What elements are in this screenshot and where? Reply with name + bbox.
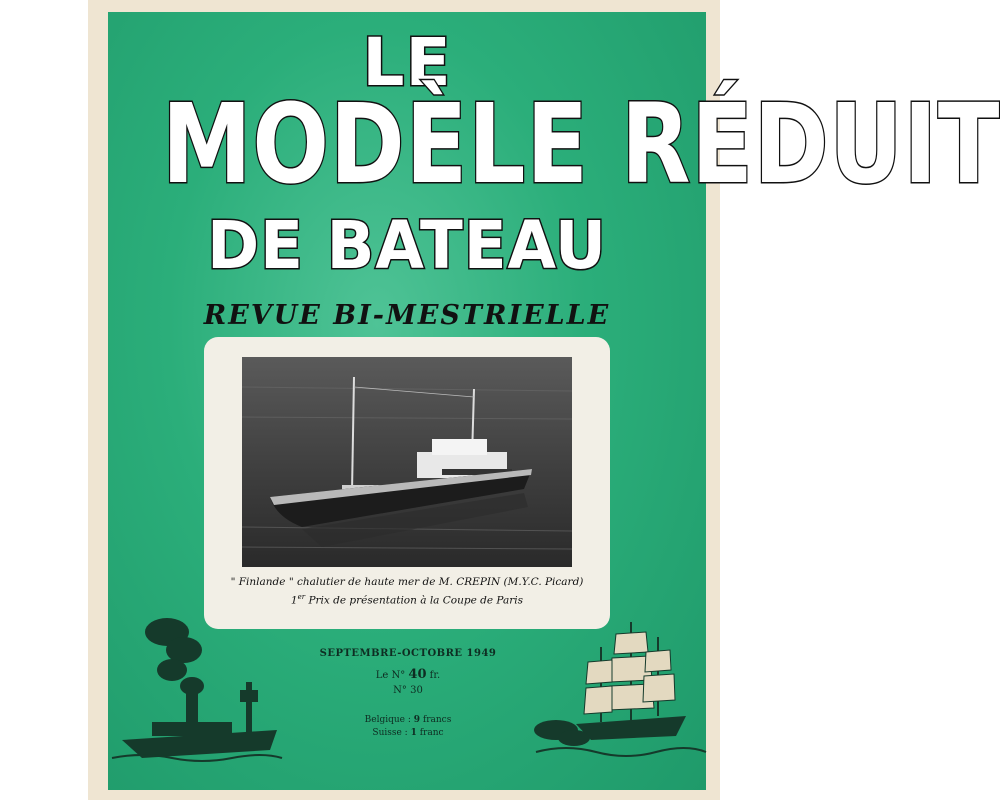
issue-number: N° 30 — [393, 685, 423, 696]
title-le: LE — [362, 24, 452, 101]
photo-caption — [204, 575, 610, 609]
magazine-cover — [108, 12, 1000, 790]
price-unit: fr. — [426, 670, 441, 681]
steamship-drawing — [112, 612, 282, 762]
caption-prize-text: Prix de présentation à la Coupe de Paris — [305, 594, 524, 607]
caption-prize-rank: 1 — [290, 594, 298, 607]
price-line — [278, 667, 538, 682]
price-value: 40 — [408, 667, 427, 682]
title-de-bateau: DE BATEAU — [207, 207, 607, 284]
caption-line-1: " Finlande " chalutier de haute mer de M. CREPIN (M.Y.C. Picard) — [230, 576, 584, 588]
caption-line-2 — [204, 590, 610, 609]
subtitle-revue: REVUE BI-MESTRIELLE — [203, 300, 611, 331]
trawler-photo — [242, 357, 572, 567]
price-swiss — [278, 728, 538, 738]
swiss-label: Suisse : — [372, 728, 411, 738]
swiss-unit: franc — [416, 728, 444, 738]
belgium-label: Belgique : — [364, 715, 414, 725]
price-prefix: Le N° — [375, 670, 409, 681]
price-belgium — [278, 715, 538, 725]
caption-prize-sup: er — [297, 593, 306, 601]
trawler-illustration — [242, 357, 572, 567]
belgium-value: 9 — [413, 715, 421, 725]
photo-card — [204, 337, 610, 629]
issue-date: SEPTEMBRE-OCTOBRE 1949 — [319, 648, 497, 659]
title-modele-reduit: MODÈLE RÉDUIT — [161, 80, 1000, 208]
sailing-ship-drawing — [536, 612, 706, 762]
belgium-unit: francs — [420, 715, 452, 725]
swiss-value: 1 — [410, 728, 417, 738]
